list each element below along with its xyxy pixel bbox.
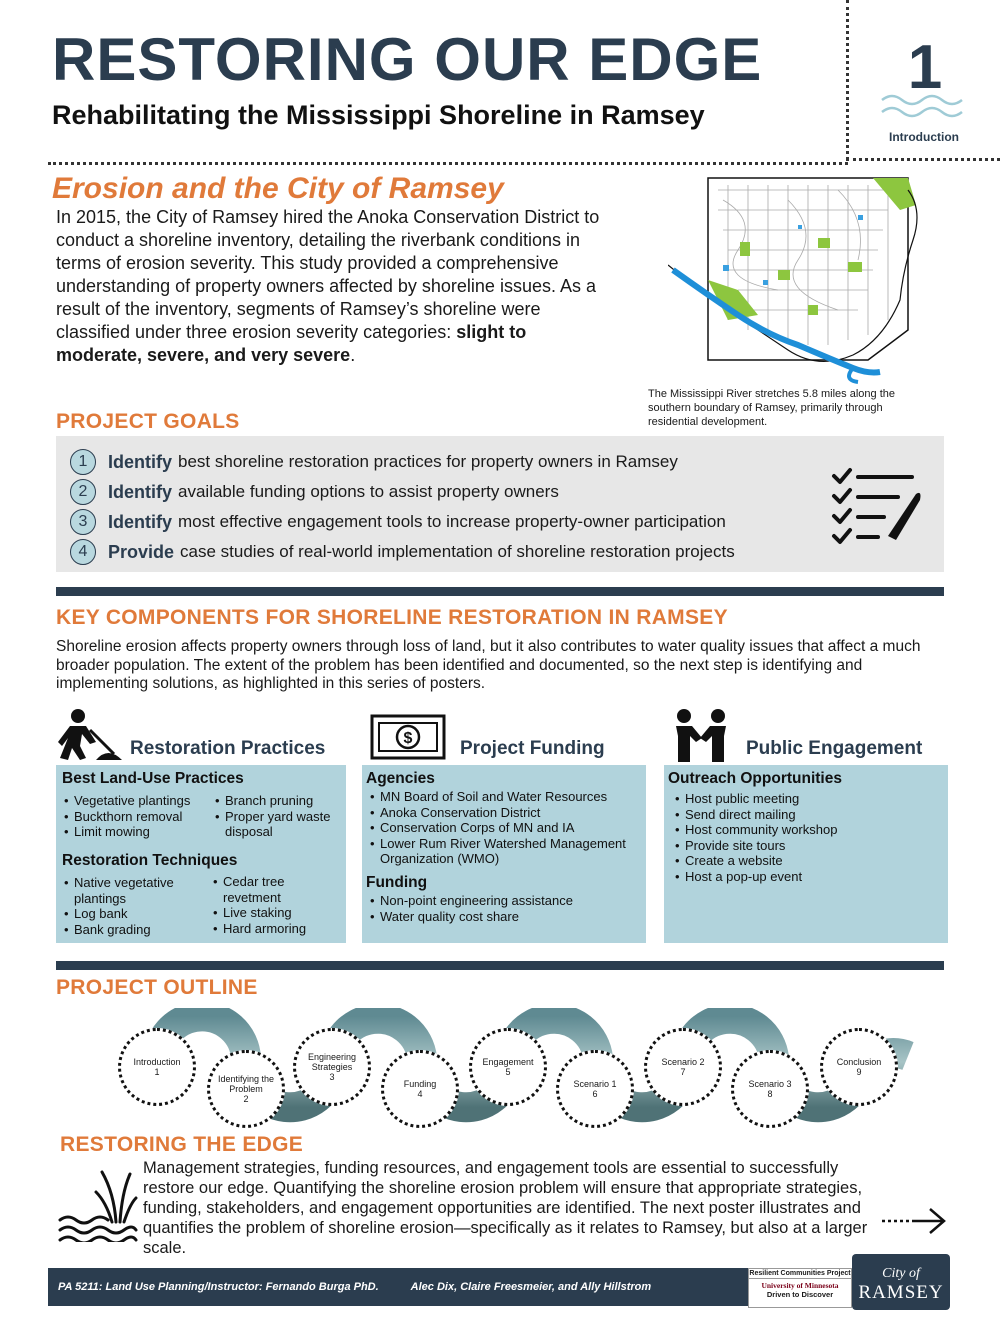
key-components-body: Shoreline erosion affects property owners through loss of land, but it also contributes to water quality issues that affect a much broader population. The extent of the problem has been identified and documented, so the next step is identifying and implementing solutions, as highlighted in this series of posters. xyxy=(56,638,921,692)
land-use-list-left xyxy=(64,793,214,840)
ramsey-map-icon xyxy=(668,170,928,385)
list-item: • MN Board of Soil and Water Resources xyxy=(370,789,642,805)
list-item: • Branch pruning xyxy=(215,793,343,809)
digging-worker-icon xyxy=(56,708,126,760)
step-number: 2 xyxy=(243,1094,249,1104)
erosion-heading: Erosion and the City of Ramsey xyxy=(52,172,504,205)
section-bar xyxy=(56,587,944,596)
goal-verb: Identify xyxy=(108,451,173,472)
outline-step xyxy=(381,1050,459,1128)
logo-rcp-text: Resilient Communities Project xyxy=(749,1270,851,1277)
list-item: • Host community workshop xyxy=(675,822,941,838)
restoring-body: Management strategies, funding resources, and engagement tools are essential to successfully restore our edge. Quantifying the shoreline erosion problem will ensure that appropriate strategies, funding, stakeholders, and engagement opportunities are identified. The next poster illustrates and quantifies the problem of shoreline erosion—specifically as it relates to Ramsey, but also at a larger scale. xyxy=(143,1159,868,1257)
goal-number: 4 xyxy=(70,539,96,565)
list-item: • Provide site tours xyxy=(675,838,941,854)
column-title-engagement: Public Engagement xyxy=(746,738,923,759)
step-number: 1 xyxy=(154,1067,160,1077)
list-item: • Buckthorn removal xyxy=(64,809,214,825)
step-label: Engineering Strategies xyxy=(307,1052,357,1072)
erosion-body-text: In 2015, the City of Ramsey hired the Anoka Conservation District to conduct a shoreline inventory, detailing the riverbank conditions in terms of erosion severity. This study provided a comprehensive understanding of property owners affected by shoreline issues. As a result of the inventory, segments of Ramsey’s shoreline were classified under three erosion severity categories: xyxy=(56,207,600,342)
goal-number: 2 xyxy=(70,479,96,505)
divider-top-right xyxy=(846,158,1000,161)
outline-heading: PROJECT OUTLINE xyxy=(56,976,258,999)
outline-step xyxy=(731,1050,809,1128)
subheading-techniques: Restoration Techniques xyxy=(62,852,238,869)
erosion-body xyxy=(56,206,616,367)
column-title-restoration: Restoration Practices xyxy=(130,738,326,759)
outline-step xyxy=(207,1050,285,1128)
footer-course: PA 5211: Land Use Planning/Instructor: Fernando Burga PhD. xyxy=(58,1281,379,1293)
goal-text: case studies of real-world implementation of shoreline restoration projects xyxy=(180,542,735,561)
footer-authors: Alec Dix, Claire Freesmeier, and Ally Hillstrom xyxy=(410,1281,652,1293)
list-item: • Bank grading xyxy=(64,922,209,938)
subheading-outreach: Outreach Opportunities xyxy=(668,770,842,787)
goal-item xyxy=(70,539,735,565)
goal-item xyxy=(70,449,678,475)
list-item: • Water quality cost share xyxy=(370,909,642,925)
subheading-funding: Funding xyxy=(366,874,428,891)
agencies-list xyxy=(370,789,642,867)
techniques-list-right xyxy=(213,874,338,936)
list-item: • Create a website xyxy=(675,853,941,869)
map-caption: The Mississippi River stretches 5.8 miles along the southern boundary of Ramsey, primarily through residential development. xyxy=(648,388,895,428)
step-number: 4 xyxy=(417,1089,423,1099)
footer-bar xyxy=(48,1268,748,1306)
list-item: • Anoka Conservation District xyxy=(370,805,642,821)
goal-text: available funding options to assist property owners xyxy=(178,482,559,501)
step-number: 7 xyxy=(680,1067,686,1077)
step-label: Scenario 1 xyxy=(573,1079,617,1089)
handshake-icon xyxy=(672,708,730,764)
outline-step xyxy=(118,1028,196,1106)
goal-item xyxy=(70,479,559,505)
funding-list xyxy=(370,893,642,924)
poster-subtitle: Rehabilitating the Mississippi Shoreline in Ramsey xyxy=(52,100,705,130)
step-label: Introduction xyxy=(133,1057,181,1067)
techniques-list-left xyxy=(64,875,209,937)
goal-verb: Identify xyxy=(108,481,173,502)
checklist-icon xyxy=(828,466,924,548)
outline-step xyxy=(820,1028,898,1106)
subheading-land-use: Best Land-Use Practices xyxy=(62,770,244,787)
poster-title: RESTORING OUR EDGE xyxy=(52,26,763,93)
logo-ramsey: RAMSEY xyxy=(858,1282,944,1303)
section-bar xyxy=(56,961,944,970)
list-item: • Hard armoring xyxy=(213,921,338,937)
svg-text:$: $ xyxy=(403,730,413,747)
list-item: • Proper yard waste disposal xyxy=(215,809,343,840)
money-icon xyxy=(370,714,446,760)
step-number: 6 xyxy=(592,1089,598,1099)
list-item: • Live staking xyxy=(213,905,338,921)
reeds-water-icon xyxy=(58,1168,138,1242)
list-item: • Send direct mailing xyxy=(675,807,941,823)
city-of-ramsey-logo xyxy=(852,1254,950,1310)
goal-number: 1 xyxy=(70,449,96,475)
logo-city-of: City of xyxy=(882,1266,920,1281)
column-title-funding: Project Funding xyxy=(460,738,605,759)
list-item: • Native vegetative plantings xyxy=(64,875,209,906)
goal-number: 3 xyxy=(70,509,96,535)
goal-text: most effective engagement tools to increase property-owner participation xyxy=(178,512,726,531)
outline-step xyxy=(556,1050,634,1128)
list-item: • Cedar tree revetment xyxy=(213,874,338,905)
logo-umn-text: University of Minnesota xyxy=(761,1281,839,1290)
step-number: 9 xyxy=(856,1067,862,1077)
list-item: • Log bank xyxy=(64,906,209,922)
goal-item xyxy=(70,509,726,535)
divider-header xyxy=(48,162,848,165)
step-label: Engagement xyxy=(482,1057,534,1067)
list-item: • Non-point engineering assistance xyxy=(370,893,642,909)
step-label: Scenario 3 xyxy=(748,1079,792,1089)
list-item: • Limit mowing xyxy=(64,824,214,840)
list-item: • Host public meeting xyxy=(675,791,941,807)
step-label: Identifying the Problem xyxy=(217,1074,275,1094)
step-number: 5 xyxy=(505,1067,511,1077)
outline-step xyxy=(644,1028,722,1106)
goal-verb: Identify xyxy=(108,511,173,532)
list-item: • Host a pop-up event xyxy=(675,869,941,885)
erosion-body-end: . xyxy=(350,345,356,365)
step-number: 3 xyxy=(329,1072,335,1082)
poster-label: Introduction xyxy=(889,130,959,144)
next-arrow-icon xyxy=(880,1206,948,1236)
umn-logo xyxy=(748,1268,852,1308)
land-use-list-right xyxy=(215,793,343,840)
goal-text: best shoreline restoration practices for property owners in Ramsey xyxy=(178,452,678,471)
step-label: Scenario 2 xyxy=(661,1057,705,1067)
logo-tagline-text: Driven to Discover xyxy=(766,1290,834,1299)
erosion-body-bold: slight to moderate, severe, and very severe xyxy=(56,322,527,365)
outreach-list xyxy=(675,791,941,884)
poster-number: 1 xyxy=(907,33,943,102)
subheading-agencies: Agencies xyxy=(366,770,435,787)
goal-verb: Provide xyxy=(108,541,175,562)
list-item: • Lower Rum River Watershed Management Organization (WMO) xyxy=(370,836,642,867)
step-number: 8 xyxy=(767,1089,773,1099)
key-components-heading: KEY COMPONENTS FOR SHORELINE RESTORATION IN RAMSEY xyxy=(56,606,728,629)
waves-icon xyxy=(880,92,966,126)
step-label: Conclusion xyxy=(836,1057,882,1067)
outline-step xyxy=(469,1028,547,1106)
divider-vertical xyxy=(846,0,849,160)
step-label: Funding xyxy=(403,1079,437,1089)
outline-step xyxy=(293,1028,371,1106)
list-item: • Vegetative plantings xyxy=(64,793,214,809)
list-item: • Conservation Corps of MN and IA xyxy=(370,820,642,836)
restoring-heading: RESTORING THE EDGE xyxy=(60,1133,304,1156)
goals-heading: PROJECT GOALS xyxy=(56,410,240,433)
